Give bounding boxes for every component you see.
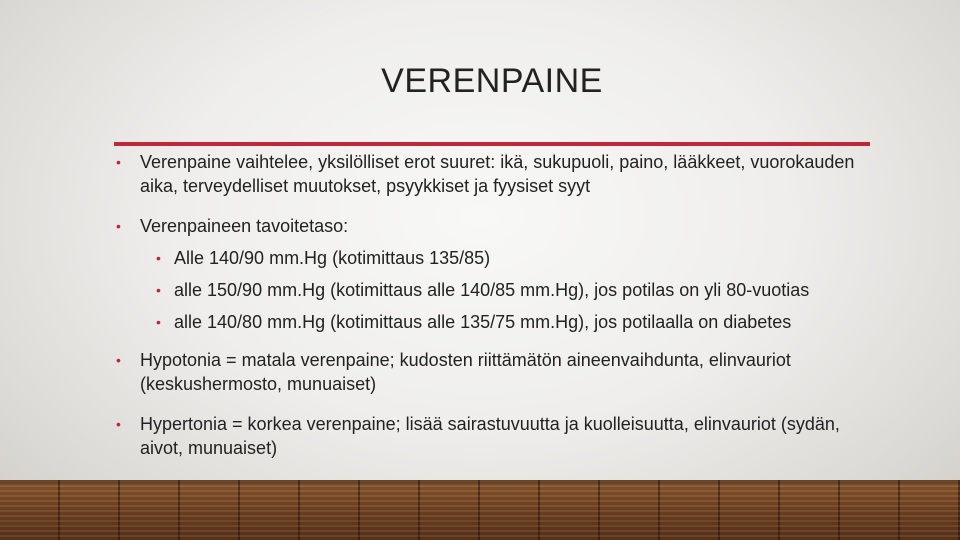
bullet-text: Verenpaine vaihtelee, yksilölliset erot suuret: ikä, sukupuoli, paino, lääkkeet, vuorokauden aika, terveydelliset muutokset, psyykkiset ja fyysiset syyt <box>140 152 855 196</box>
bullet-text: Hypertonia = korkea verenpaine; lisää sairastuvuutta ja kuolleisuutta, elinvauriot (sydän, aivot, munuaiset) <box>140 414 840 458</box>
sub-bullet-text: alle 140/80 mm.Hg (kotimittaus alle 135/75 mm.Hg), jos potilaalla on diabetes <box>174 312 792 332</box>
bullet-dot-icon: • <box>156 282 161 298</box>
bullet-item <box>116 214 876 238</box>
sub-bullet-text: Alle 140/90 mm.Hg (kotimittaus 135/85) <box>174 248 491 268</box>
title-underline <box>114 142 870 146</box>
sub-bullet-item <box>116 310 876 334</box>
bullet-item <box>116 348 876 396</box>
bullet-dot-icon: • <box>116 416 121 432</box>
bullet-dot-icon: • <box>116 218 121 234</box>
bullet-dot-icon: • <box>116 154 121 170</box>
sub-bullet-item <box>116 278 814 302</box>
bullet-dot-icon: • <box>116 352 121 368</box>
slide-content <box>116 150 876 460</box>
bullet-dot-icon: • <box>156 314 161 330</box>
sub-bullet-item <box>116 246 876 270</box>
bullet-dot-icon: • <box>156 250 161 266</box>
sub-bullet-text: alle 150/90 mm.Hg (kotimittaus alle 140/85 mm.Hg), jos potilas on yli 80-vuotias <box>174 280 810 300</box>
wood-floor <box>0 480 960 540</box>
bullet-item <box>116 412 876 460</box>
bullet-text: Hypotonia = matala verenpaine; kudosten riittämätön aineenvaihdunta, elinvauriot (keskushermosto, munuaiset) <box>140 350 791 394</box>
bullet-item <box>116 150 876 198</box>
bullet-text: Verenpaineen tavoitetaso: <box>140 216 349 236</box>
slide-title: VERENPAINE <box>381 62 603 100</box>
